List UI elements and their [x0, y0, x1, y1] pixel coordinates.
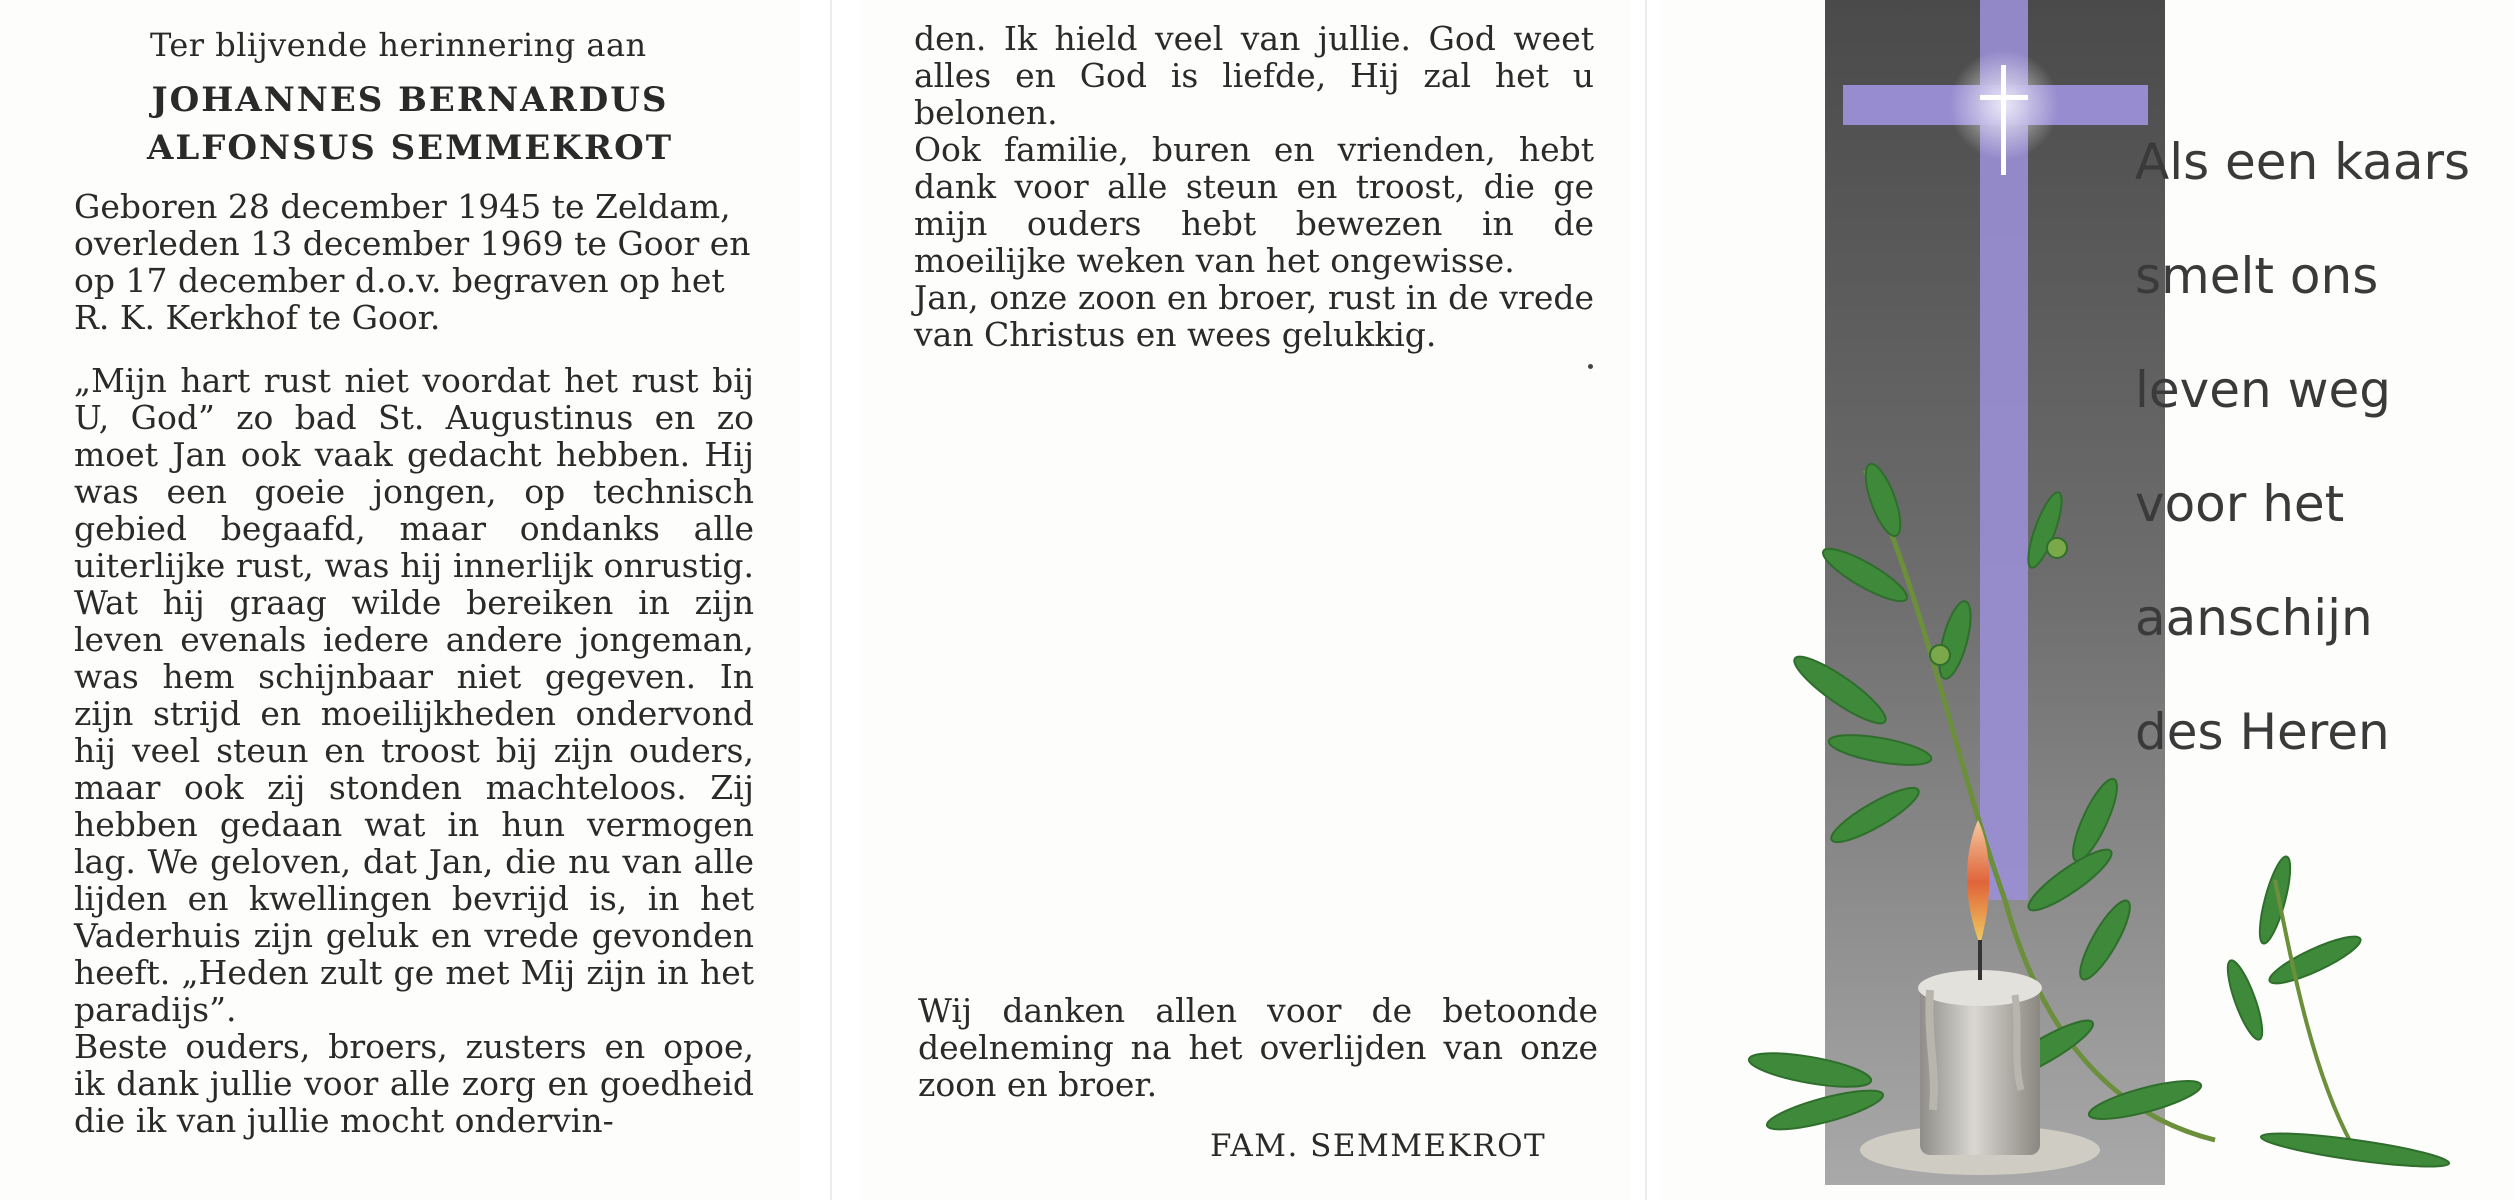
poem-verse [2135, 105, 2505, 789]
thanks-text: Wij danken allen voor de betoonde deelneming na het overlijden van onze zoon en broer. [918, 991, 1598, 1104]
family-signature: FAM. SEMMEKROT [1210, 1128, 1547, 1164]
poem-line: des Heren [2135, 703, 2390, 761]
card-panel-right [1660, 0, 2514, 1200]
poem-line: Als een kaars [2135, 133, 2471, 191]
deceased-name-line-1: JOHANNES BERNARDUS [151, 80, 669, 120]
fold-divider [1645, 0, 1647, 1200]
card-panel-middle [860, 0, 1630, 1200]
remembrance-intro: Ter blijvende herinnering aan [150, 26, 647, 64]
fold-divider [830, 0, 832, 1200]
poem-line: smelt ons [2135, 247, 2379, 305]
print-speck [1588, 364, 1593, 369]
poem-line: voor het [2135, 475, 2345, 533]
deceased-name-line-2: ALFONSUS SEMMEKROT [146, 128, 674, 168]
card-panel-left [0, 0, 800, 1200]
memorial-text-continuation: den. Ik hield veel van jullie. God weet alles en God is liefde, Hij zal het u belonen. Ook familie, buren en vrienden, hebt dank voor alle steun en troost, die ge mijn ouders hebt bewezen in de moeilijke weken van het ongewisse. Jan, onze zoon en broer, rust in de vrede van Christus en wees gelukkig. [914, 19, 1594, 354]
memorial-text: „Mijn hart rust niet voordat het rust bij U, God” zo bad St. Augustinus en zo moet Jan ook vaak gedacht hebben. Hij was een goeie jongen, op technisch gebied begaafd, maar ondanks alle uiterlijke rust, was hij innerlijk onrustig. Wat hij graag wilde bereiken in zijn leven evenals iedere andere jongeman, was hem schijnbaar niet gegeven. In zijn strijd en moeilijkheden ondervond hij veel steun en troost bij zijn ouders, maar ook zij stonden machteloos. Zij hebben gedaan wat in hun vermogen lag. We geloven, dat Jan, die nu van alle lijden en kwellingen bevrijd is, in het Vaderhuis zijn geluk en vrede gevonden heeft. „Heden zult ge met Mij zijn in het paradijs”. Beste ouders, broers, zusters en opoe, ik dank jullie voor alle zorg en goedheid die ik van jullie mocht ondervin- [74, 361, 754, 1140]
poem-line: aanschijn [2135, 589, 2373, 647]
birth-death-dates: Geboren 28 december 1945 te Zeldam, overleden 13 december 1969 te Goor en op 17 december d.o.v. begraven op het R. K. Kerkhof te Goor. [74, 187, 751, 337]
poem-line: leven weg [2135, 361, 2391, 419]
